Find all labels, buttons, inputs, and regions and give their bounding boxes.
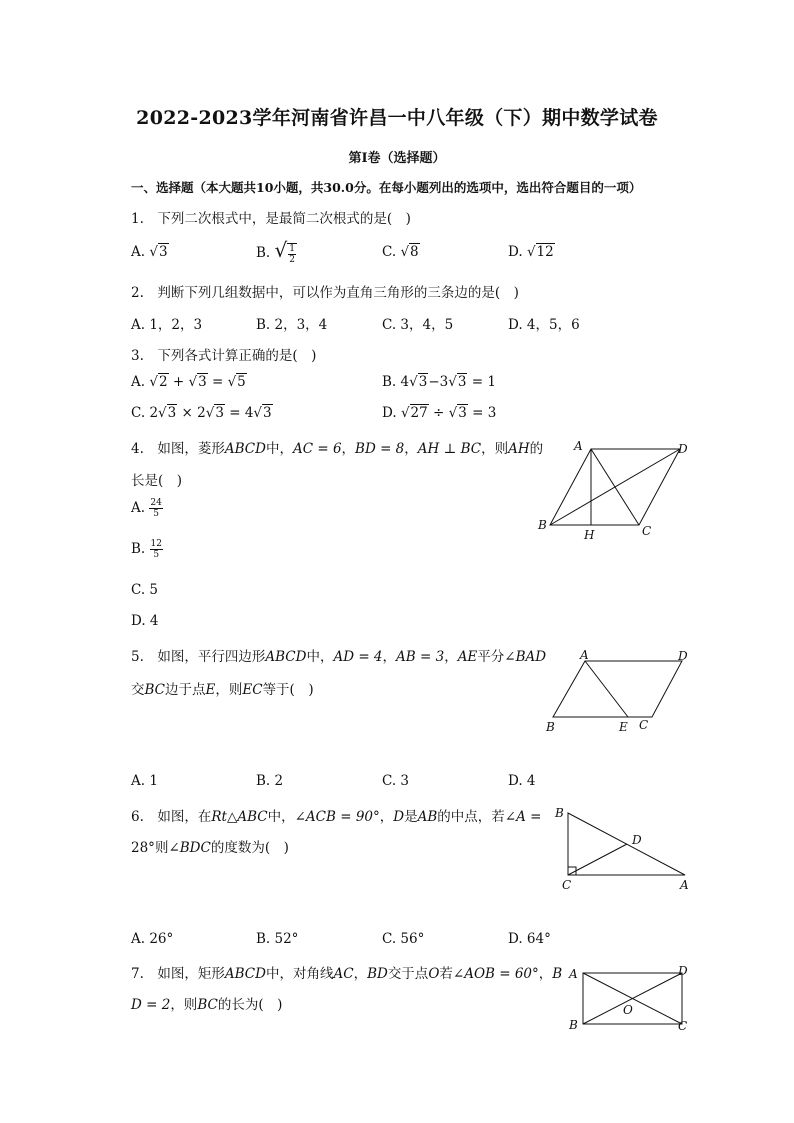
q1-option-a: A. √3 bbox=[131, 244, 168, 260]
q4-stem-line1: 4. 如图，菱形ABCD中，AC = 6，BD = 8，AH ⊥ BC，则AH的 bbox=[131, 441, 544, 457]
q4-option-b: B. $\frac{12}{5}$ bbox=[131, 539, 162, 560]
label-c: C bbox=[562, 878, 572, 892]
q4-option-c: C. 5 bbox=[131, 582, 159, 598]
q6-stem-line2: 28°则∠BDC的度数为( ) bbox=[131, 840, 289, 856]
q4-stem-line2: 长是( ) bbox=[131, 473, 183, 489]
q3-stem: 3. 下列各式计算正确的是( ) bbox=[131, 348, 317, 364]
volume-subtitle: 第I卷（选择题） bbox=[348, 151, 446, 166]
q4-option-a: A. $\frac{24}{5}$ bbox=[131, 498, 162, 519]
q6-option-b: B. 52° bbox=[256, 931, 299, 947]
label-b: B bbox=[555, 806, 564, 820]
label-c: C bbox=[639, 718, 649, 732]
q4-option-d: D. 4 bbox=[131, 613, 159, 629]
label-c: C bbox=[642, 524, 652, 538]
q1-option-d: D. √12 bbox=[508, 244, 554, 260]
median-cd bbox=[568, 844, 627, 875]
sqrt: √8 bbox=[400, 244, 419, 260]
q3-option-d: D. √27 ÷ √3 = 3 bbox=[382, 405, 497, 421]
q5-option-a: A. 1 bbox=[131, 773, 158, 789]
label-a: A bbox=[580, 648, 589, 662]
label-d: D bbox=[678, 964, 688, 978]
label-b: B bbox=[569, 1018, 578, 1032]
label-a: A bbox=[574, 439, 583, 453]
parallelogram-outline bbox=[553, 661, 682, 717]
label-e: E bbox=[619, 720, 628, 734]
q2-option-d: D. 4，5，6 bbox=[508, 317, 580, 333]
label-o: O bbox=[623, 1003, 633, 1017]
diagonal-bd bbox=[550, 449, 680, 525]
q6-stem-line1: 6. 如图，在Rt△ABC中，∠ACB = 90°，D是AB的中点，若∠A = bbox=[131, 809, 542, 825]
label-a: A bbox=[680, 878, 689, 892]
q7-stem-line2: D = 2，则BC的长为( ) bbox=[131, 997, 283, 1013]
q5-option-c: C. 3 bbox=[382, 773, 410, 789]
q5-stem-line1: 5. 如图，平行四边形ABCD中，AD = 4，AB = 3，AE平分∠BAD bbox=[131, 649, 547, 665]
q2-option-b: B. 2，3，4 bbox=[256, 317, 328, 333]
q7-stem-line1: 7. 如图，矩形ABCD中，对角线AC，BD交于点O若∠AOB = 60°，B bbox=[131, 966, 563, 982]
label-h: H bbox=[584, 528, 595, 542]
segment-ae bbox=[585, 661, 628, 717]
rhombus-figure bbox=[530, 435, 700, 545]
parallelogram-figure bbox=[540, 645, 700, 740]
label-c: C bbox=[678, 1019, 688, 1033]
sqrt: √3 bbox=[149, 244, 168, 260]
q3-option-b: B. 4√3−3√3 = 1 bbox=[382, 374, 496, 390]
q6-option-c: C. 56° bbox=[382, 931, 425, 947]
label-a: A bbox=[569, 967, 578, 981]
label-d: D bbox=[632, 833, 642, 847]
q3-option-a: A. √2 + √3 = √5 bbox=[131, 374, 246, 390]
q1-option-c: C. √8 bbox=[382, 244, 419, 260]
q2-option-a: A. 1，2，3 bbox=[131, 317, 203, 333]
page-title: 2022-2023学年河南省许昌一中八年级（下）期中数学试卷 bbox=[136, 107, 658, 129]
label-b: B bbox=[538, 518, 547, 532]
q2-stem: 2. 判断下列几组数据中，可以作为直角三角形的三条边的是( ) bbox=[131, 285, 519, 301]
q1-stem: 1. 下列二次根式中，是最简二次根式的是( ) bbox=[131, 211, 411, 227]
rectangle-figure bbox=[562, 960, 698, 1036]
q5-option-d: D. 4 bbox=[508, 773, 536, 789]
right-triangle-figure bbox=[548, 803, 700, 898]
q6-option-d: D. 64° bbox=[508, 931, 551, 947]
q6-option-a: A. 26° bbox=[131, 931, 174, 947]
q3-option-c: C. 2√3 × 2√3 = 4√3 bbox=[131, 405, 272, 421]
label-d: D bbox=[678, 649, 688, 663]
sqrt: √ $\frac{1}{2}$ bbox=[274, 238, 295, 265]
section-heading: 一、选择题（本大题共10小题，共30.0分。在每小题列出的选项中，选出符合题目的一项） bbox=[131, 180, 642, 195]
q1-option-b: B. √ $\frac{1}{2}$ bbox=[256, 238, 295, 265]
sqrt: √12 bbox=[526, 244, 554, 260]
q5-option-b: B. 2 bbox=[256, 773, 284, 789]
label-d: D bbox=[678, 442, 688, 456]
label-b: B bbox=[546, 720, 555, 734]
q2-option-c: C. 3，4，5 bbox=[382, 317, 454, 333]
q5-stem-line2: 交BC边于点E，则EC等于( ) bbox=[131, 682, 314, 698]
